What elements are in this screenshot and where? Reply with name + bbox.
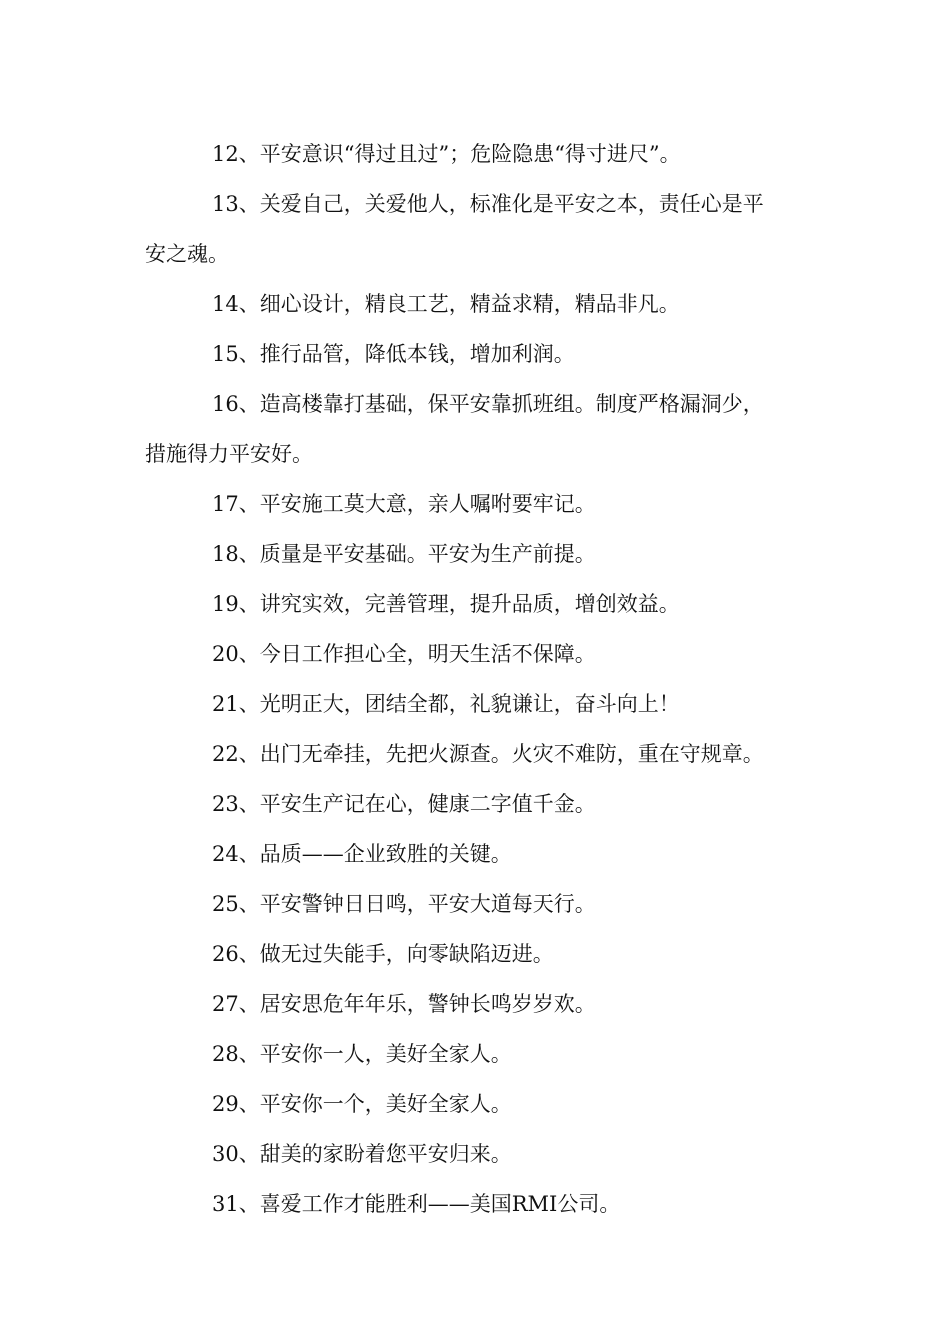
- list-item: [0, 729, 950, 779]
- list-item: [0, 529, 950, 579]
- item-text: 29、平安你一个，美好全家人。: [212, 1092, 512, 1116]
- item-text: 22、出门无牵挂，先把火源查。火灾不难防，重在守规章。: [212, 742, 764, 766]
- item-text: 23、平安生产记在心，健康二字值千金。: [212, 792, 596, 816]
- list-item: [0, 779, 950, 829]
- slogan-list: [0, 129, 950, 1229]
- list-item: [0, 579, 950, 629]
- list-item: [0, 279, 950, 329]
- item-text: 30、甜美的家盼着您平安归来。: [212, 1142, 512, 1166]
- item-text: 18、质量是平安基础。平安为生产前提。: [212, 542, 596, 566]
- list-item: [0, 979, 950, 1029]
- list-item: [0, 879, 950, 929]
- list-item: [0, 1129, 950, 1179]
- list-item: [0, 1079, 950, 1129]
- item-text: 16、造高楼靠打基础，保平安靠抓班组。制度严格漏洞少，: [212, 392, 764, 416]
- list-item: [0, 829, 950, 879]
- item-text: 25、平安警钟日日鸣，平安大道每天行。: [212, 892, 596, 916]
- list-item: [0, 129, 950, 179]
- item-text: 28、平安你一人，美好全家人。: [212, 1042, 512, 1066]
- item-text: 26、做无过失能手，向零缺陷迈进。: [212, 942, 554, 966]
- list-item: [0, 479, 950, 529]
- list-item: [0, 1029, 950, 1079]
- item-text: 14、细心设计，精良工艺，精益求精，精品非凡。: [212, 292, 680, 316]
- list-item: [0, 679, 950, 729]
- list-item: [0, 329, 950, 379]
- item-text: 15、推行品管，降低本钱，增加利润。: [212, 342, 575, 366]
- item-text: 21、光明正大，团结全都，礼貌谦让，奋斗向上！: [212, 692, 680, 716]
- list-item: [0, 1179, 950, 1229]
- item-text: 24、品质——企业致胜的关键。: [212, 842, 512, 866]
- item-text: 17、平安施工莫大意，亲人嘱咐要牢记。: [212, 492, 596, 516]
- list-item: [0, 179, 950, 279]
- item-text-continued: 安之魂。: [145, 242, 229, 266]
- list-item: [0, 629, 950, 679]
- list-item: [0, 929, 950, 979]
- item-text: 31、喜爱工作才能胜利——美国RMI公司。: [212, 1192, 621, 1216]
- item-text: 12、平安意识“得过且过”；危险隐患“得寸进尺”。: [212, 142, 681, 166]
- item-text: 20、今日工作担心全，明天生活不保障。: [212, 642, 596, 666]
- item-text-continued: 措施得力平安好。: [145, 442, 313, 466]
- item-text: 13、关爱自己，关爱他人，标准化是平安之本，责任心是平: [212, 192, 764, 216]
- item-text: 27、居安思危年年乐，警钟长鸣岁岁欢。: [212, 992, 596, 1016]
- list-item: [0, 379, 950, 479]
- item-text: 19、讲究实效，完善管理，提升品质，增创效益。: [212, 592, 680, 616]
